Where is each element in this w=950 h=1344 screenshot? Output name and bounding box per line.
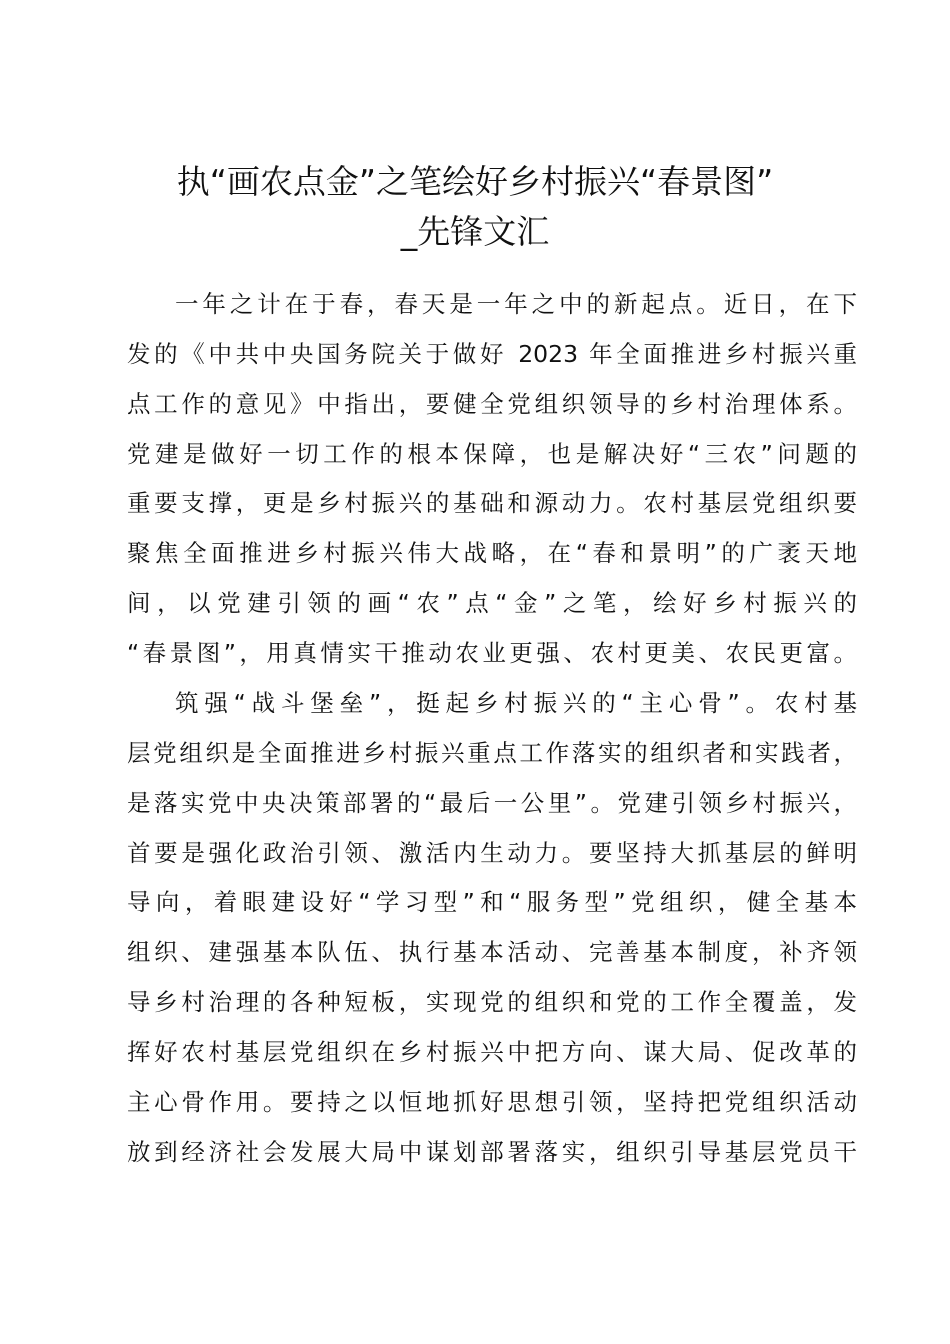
body-line: 导乡村治理的各种短板，实现党的组织和党的工作全覆盖，发 — [127, 988, 857, 1016]
body-line: 间，以党建引领的画“农”点“金”之笔，绘好乡村振兴的 — [127, 589, 857, 617]
body-line: 党建是做好一切工作的根本保障，也是解决好“三农”问题的 — [127, 440, 857, 468]
body-line: 是落实党中央决策部署的“最后一公里”。党建引领乡村振兴， — [127, 789, 857, 817]
body-line: 导向，着眼建设好“学习型”和“服务型”党组织，健全基本 — [127, 888, 857, 916]
body-line: 层党组织是全面推进乡村振兴重点工作落实的组织者和实践者， — [127, 739, 857, 767]
body-line: 首要是强化政治引领、激活内生动力。要坚持大抓基层的鲜明 — [127, 839, 857, 867]
body-line: “春景图”，用真情实干推动农业更强、农村更美、农民更富。 — [127, 639, 857, 667]
body-line: 重要支撑，更是乡村振兴的基础和源动力。农村基层党组织要 — [127, 489, 857, 517]
body-line: 点工作的意见》中指出，要健全党组织领导的乡村治理体系。 — [127, 390, 857, 418]
document-title-line-2: _先锋文汇 — [400, 212, 550, 251]
body-line: 发的《中共中央国务院关于做好 2023 年全面推进乡村振兴重 — [127, 340, 857, 368]
body-line: 挥好农村基层党组织在乡村振兴中把方向、谋大局、促改革的 — [127, 1038, 857, 1066]
document-title-line-1: 执“画农点金”之笔绘好乡村振兴“春景图” — [176, 162, 774, 201]
body-line: 主心骨作用。要持之以恒地抓好思想引领，坚持把党组织活动 — [127, 1088, 857, 1116]
body-line: 放到经济社会发展大局中谋划部署落实，组织引导基层党员干 — [127, 1138, 857, 1166]
body-line: 一年之计在于春，春天是一年之中的新起点。近日，在下 — [175, 290, 857, 318]
body-line: 组织、建强基本队伍、执行基本活动、完善基本制度，补齐领 — [127, 938, 857, 966]
body-line: 聚焦全面推进乡村振兴伟大战略，在“春和景明”的广袤天地 — [127, 539, 857, 567]
body-line: 筑强“战斗堡垒”，挺起乡村振兴的“主心骨”。农村基 — [175, 689, 857, 717]
